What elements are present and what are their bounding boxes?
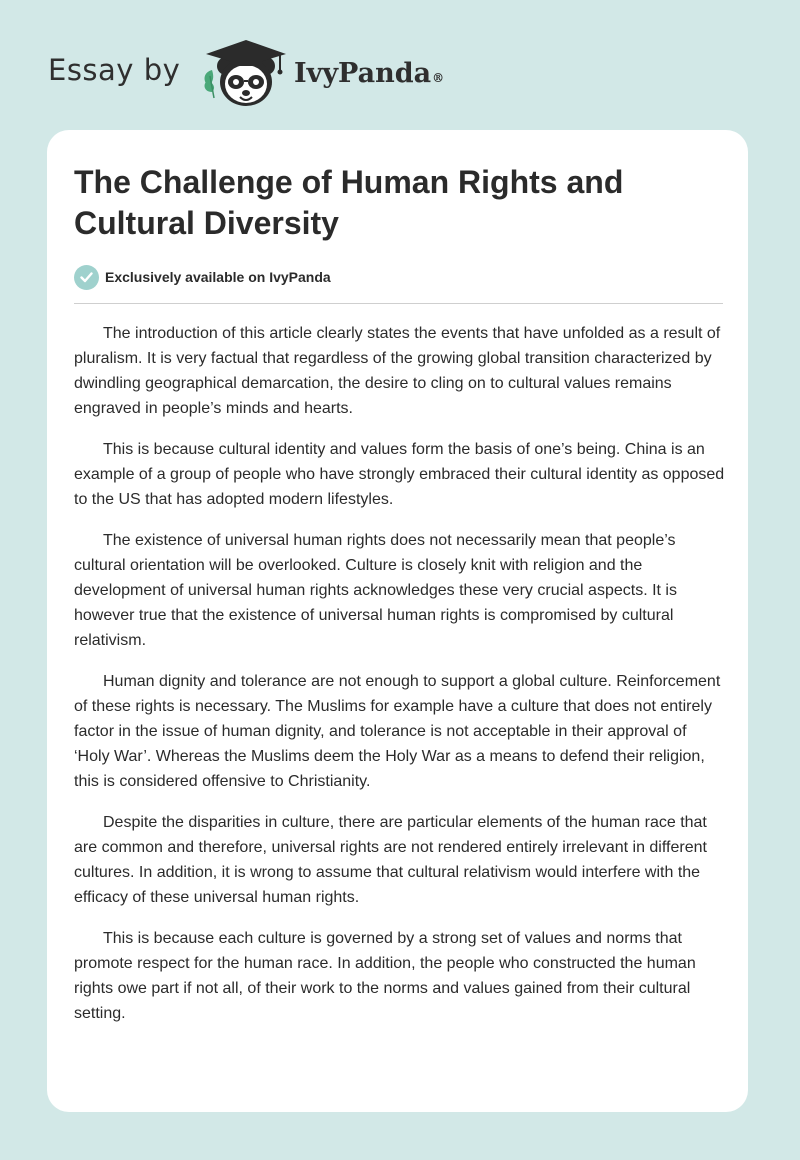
- panda-logo-icon[interactable]: [200, 36, 292, 110]
- paragraph: Human dignity and tolerance are not enough to support a global culture. Reinforcement of these rights is necessary. The Muslims for example have a culture that does not entirely factor in the issue of human dignity, and tolerance is not acceptable in their approval of ‘Holy War’. Whereas the Muslims deem the Holy War as a means to defend their religion, this is considered offensive to Christianity.: [74, 673, 721, 790]
- essay-by-label: Essay by: [48, 53, 181, 87]
- site-header: [0, 0, 800, 130]
- essay-title: The Challenge of Human Rights and Cultural Diversity: [74, 164, 624, 241]
- paragraph: This is because each culture is governed by a strong set of values and norms that promote respect for the human race. In addition, the people who constructed the human rights owe part if not all, of their work to the norms and values gained from their cultural setting.: [74, 930, 696, 1022]
- check-icon: [74, 265, 99, 290]
- divider: [74, 303, 723, 304]
- paragraph: This is because cultural identity and values form the basis of one’s being. China is an example of a group of people who have strongly embraced their cultural identity as opposed to the US that has adopted modern lifestyles.: [74, 441, 725, 508]
- brand-label: IvyPanda: [294, 58, 432, 89]
- registered-mark: ®: [432, 71, 445, 85]
- paragraph: The introduction of this article clearly states the events that have unfolded as a result of pluralism. It is very factual that regardless of the growing global transition characterized by dwindling geographical demarcation, the desire to cling on to cultural values remains engraved in people’s minds and hearts.: [74, 325, 721, 417]
- paragraph: Despite the disparities in culture, there are particular elements of the human race that are common and therefore, universal rights are not rendered entirely irrelevant in different cultures. In addition, it is wrong to assume that cultural relativism would interfere with the efficacy of these universal human rights.: [74, 814, 707, 906]
- exclusive-badge: [74, 264, 331, 290]
- essay-body: [74, 321, 726, 1042]
- exclusive-label: Exclusively available on IvyPanda: [105, 269, 331, 285]
- essay-card: [47, 130, 748, 1112]
- brand-name[interactable]: [294, 54, 444, 94]
- paragraph: The existence of universal human rights does not necessarily mean that people’s cultural orientation will be overlooked. Culture is closely knit with religion and the development of universal human rights acknowledges these very crucial aspects. It is however true that the existence of universal human rights is compromised by cultural relativism.: [74, 532, 677, 649]
